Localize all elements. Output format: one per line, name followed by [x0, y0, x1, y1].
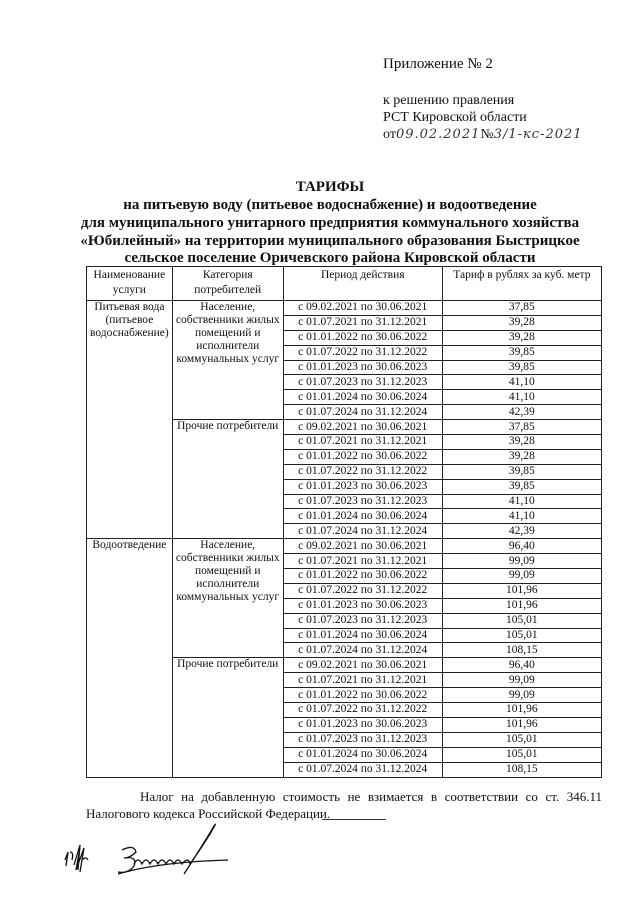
- tariff-cell: 37,85: [442, 420, 601, 435]
- period-cell: с 01.01.2023 по 30.06.2023: [283, 598, 442, 613]
- period-cell: с 09.02.2021 по 30.06.2021: [283, 658, 442, 673]
- header-tariff: Тариф в рублях за куб. метр: [442, 267, 601, 301]
- period-cell: с 01.07.2021 по 31.12.2021: [283, 435, 442, 450]
- appendix-title: Приложение № 2: [383, 56, 493, 72]
- tariff-cell: 42,39: [442, 524, 601, 539]
- tariff-cell: 39,85: [442, 479, 601, 494]
- period-cell: с 09.02.2021 по 30.06.2021: [283, 420, 442, 435]
- tariff-cell: 42,39: [442, 405, 601, 420]
- handwritten-number: 3/1-кс-2021: [493, 127, 583, 142]
- period-cell: с 01.07.2024 по 31.12.2024: [283, 524, 442, 539]
- tariff-cell: 101,96: [442, 598, 601, 613]
- tariff-cell: 101,96: [442, 583, 601, 598]
- tariff-cell: 108,15: [442, 762, 601, 777]
- service-name-cell: Питьевая вода (питьевое водоснабжение): [87, 301, 173, 539]
- period-cell: с 01.07.2022 по 31.12.2022: [283, 583, 442, 598]
- title-line: на питьевую воду (питьевое водоснабжение) и водоотведение: [123, 197, 537, 213]
- header-service: Наименование услуги: [87, 267, 173, 301]
- table-header-row: [87, 267, 602, 301]
- period-cell: с 01.07.2024 по 31.12.2024: [283, 762, 442, 777]
- handwritten-date: 09.02.2021: [395, 127, 481, 142]
- tariff-cell: 39,28: [442, 315, 601, 330]
- tariff-cell: 96,40: [442, 539, 601, 554]
- period-cell: с 01.07.2021 по 31.12.2021: [283, 315, 442, 330]
- period-cell: с 01.01.2024 по 30.06.2024: [283, 390, 442, 405]
- consumer-category-cell: Население, собственники жилых помещений и исполнители коммунальных услуг: [172, 539, 283, 658]
- tariff-cell: 41,10: [442, 509, 601, 524]
- tariff-cell: 101,96: [442, 717, 601, 732]
- period-cell: с 01.01.2022 по 30.06.2022: [283, 569, 442, 584]
- period-cell: с 01.07.2023 по 31.12.2023: [283, 732, 442, 747]
- table-row: [87, 539, 602, 554]
- tariff-cell: 41,10: [442, 375, 601, 390]
- tariff-cell: 39,85: [442, 345, 601, 360]
- table-row: [87, 301, 602, 316]
- period-cell: с 01.07.2023 по 31.12.2023: [283, 375, 442, 390]
- period-cell: с 01.07.2021 по 31.12.2021: [283, 554, 442, 569]
- period-cell: с 01.07.2022 по 31.12.2022: [283, 703, 442, 718]
- period-cell: с 01.07.2022 по 31.12.2022: [283, 464, 442, 479]
- tariff-cell: 96,40: [442, 658, 601, 673]
- decision-line-2: РСТ Кировской области: [383, 110, 527, 125]
- period-cell: с 01.01.2023 по 30.06.2023: [283, 479, 442, 494]
- end-rule: [322, 819, 386, 820]
- period-cell: с 01.01.2022 по 30.06.2022: [283, 330, 442, 345]
- tariff-cell: 99,09: [442, 569, 601, 584]
- period-cell: с 01.01.2024 по 30.06.2024: [283, 509, 442, 524]
- tariff-cell: 39,85: [442, 360, 601, 375]
- tariff-cell: 99,09: [442, 688, 601, 703]
- tariff-cell: 105,01: [442, 613, 601, 628]
- vat-note-line-1: Налог на добавленную стоимость не взимается в соответствии со ст. 346.11: [140, 789, 602, 804]
- header-period: Период действия: [283, 267, 442, 301]
- period-cell: с 09.02.2021 по 30.06.2021: [283, 301, 442, 316]
- tariff-cell: 39,85: [442, 464, 601, 479]
- tariff-cell: 108,15: [442, 643, 601, 658]
- period-cell: с 01.01.2022 по 30.06.2022: [283, 688, 442, 703]
- tariff-cell: 105,01: [442, 628, 601, 643]
- period-cell: с 01.01.2023 по 30.06.2023: [283, 717, 442, 732]
- period-cell: с 01.07.2022 по 31.12.2022: [283, 345, 442, 360]
- tariff-cell: 39,28: [442, 330, 601, 345]
- tariff-cell: 41,10: [442, 494, 601, 509]
- consumer-category-cell: Прочие потребители: [172, 420, 283, 539]
- decision-date-line: [383, 126, 583, 143]
- tariff-cell: 41,10: [442, 390, 601, 405]
- tariff-cell: 101,96: [442, 703, 601, 718]
- tariff-table: [86, 266, 602, 778]
- period-cell: с 01.01.2023 по 30.06.2023: [283, 360, 442, 375]
- tariff-cell: 99,09: [442, 673, 601, 688]
- period-cell: с 01.07.2024 по 31.12.2024: [283, 643, 442, 658]
- period-cell: с 01.07.2023 по 31.12.2023: [283, 613, 442, 628]
- consumer-category-cell: Население, собственники жилых помещений и исполнители коммунальных услуг: [172, 301, 283, 420]
- tariff-cell: 39,28: [442, 449, 601, 464]
- table-body: [87, 301, 602, 778]
- period-cell: с 01.07.2021 по 31.12.2021: [283, 673, 442, 688]
- period-cell: с 01.07.2023 по 31.12.2023: [283, 494, 442, 509]
- period-cell: с 09.02.2021 по 30.06.2021: [283, 539, 442, 554]
- tariff-cell: 105,01: [442, 732, 601, 747]
- period-cell: с 01.01.2022 по 30.06.2022: [283, 449, 442, 464]
- vat-note-line-2: Налогового кодекса Российской Федерации.: [86, 806, 331, 821]
- header-category: Категория потребителей: [172, 267, 283, 301]
- period-cell: с 01.01.2024 по 30.06.2024: [283, 628, 442, 643]
- title-line: «Юбилейный» на территории муниципального образования Быстрицкое: [80, 233, 580, 249]
- document-heading: ТАРИФЫ: [295, 179, 365, 195]
- decision-line-1: к решению правления: [383, 93, 515, 108]
- tariff-cell: 105,01: [442, 747, 601, 762]
- signature: [60, 820, 260, 895]
- date-prefix: от: [383, 127, 396, 142]
- tariff-cell: 99,09: [442, 554, 601, 569]
- period-cell: с 01.01.2024 по 30.06.2024: [283, 747, 442, 762]
- title-line: сельское поселение Оричевского района Кировской области: [124, 250, 536, 266]
- service-name-cell: Водоотведение: [87, 539, 173, 777]
- tariff-cell: 39,28: [442, 435, 601, 450]
- period-cell: с 01.07.2024 по 31.12.2024: [283, 405, 442, 420]
- tariff-cell: 37,85: [442, 301, 601, 316]
- title-line: для муниципального унитарного предприятия коммунального хозяйства: [80, 215, 580, 231]
- consumer-category-cell: Прочие потребители: [172, 658, 283, 777]
- number-prefix: №: [480, 127, 494, 142]
